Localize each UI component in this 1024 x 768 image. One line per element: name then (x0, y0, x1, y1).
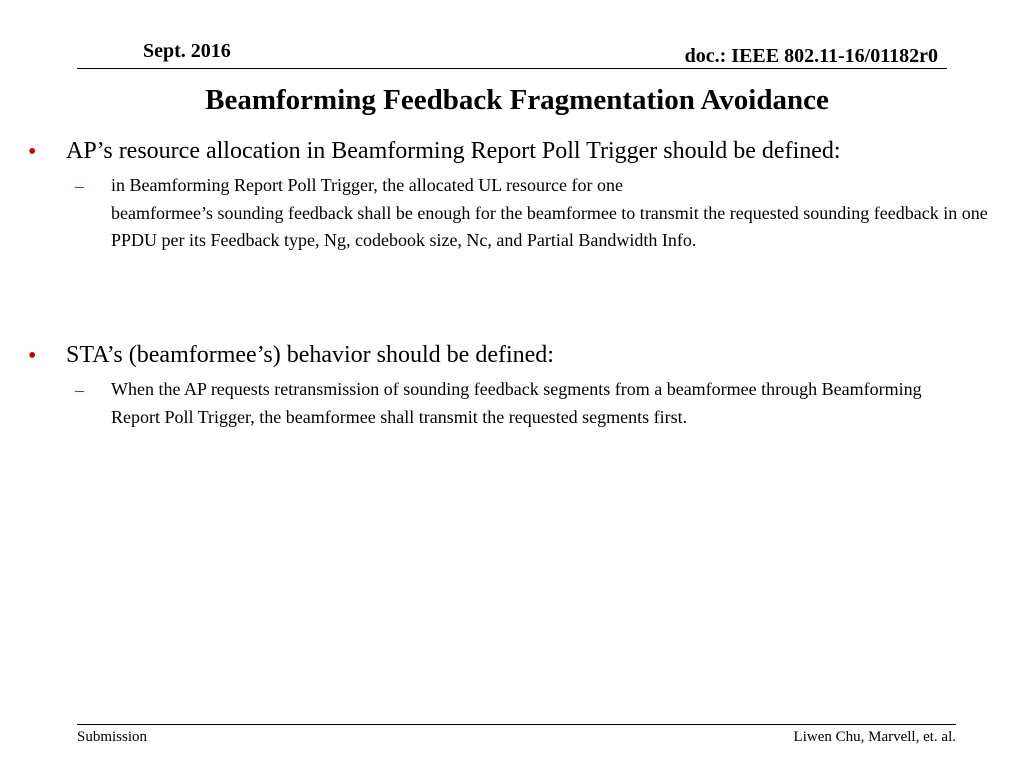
header-date: Sept. 2016 (143, 40, 231, 62)
bullet-marker: • (28, 139, 37, 165)
sub-bullet-marker: – (75, 176, 84, 196)
sub-bullet-text: When the AP requests retransmission of sounding feedback segments from a beamformee through Beamforming Report Poll Trigger, the beamformee shall transmit the requested segments first. (111, 379, 922, 427)
bullet-text: STA’s (beamformee’s) behavior should be defined: (66, 342, 554, 368)
footer-authors: Liwen Chu, Marvell, et. al. (793, 729, 956, 745)
bullet-marker: • (28, 343, 37, 369)
header-document-id: doc.: IEEE 802.11-16/01182r0 (684, 45, 938, 67)
sub-bullet-text: in Beamforming Report Poll Trigger, the allocated UL resource for one beamformee’s sounding feedback shall be enough for the beamformee to transmit the requested sounding feedback in one PPDU per its Feedback type, Ng, codebook size, Nc, and Partial Bandwidth Info. (111, 175, 988, 250)
slide-title: Beamforming Feedback Fragmentation Avoidance (205, 84, 829, 116)
sub-bullet-marker: – (75, 380, 84, 400)
footer-submission: Submission (77, 729, 148, 745)
bullet-text: AP’s resource allocation in Beamforming Report Poll Trigger should be defined: (66, 138, 841, 164)
footer-divider (77, 724, 956, 725)
